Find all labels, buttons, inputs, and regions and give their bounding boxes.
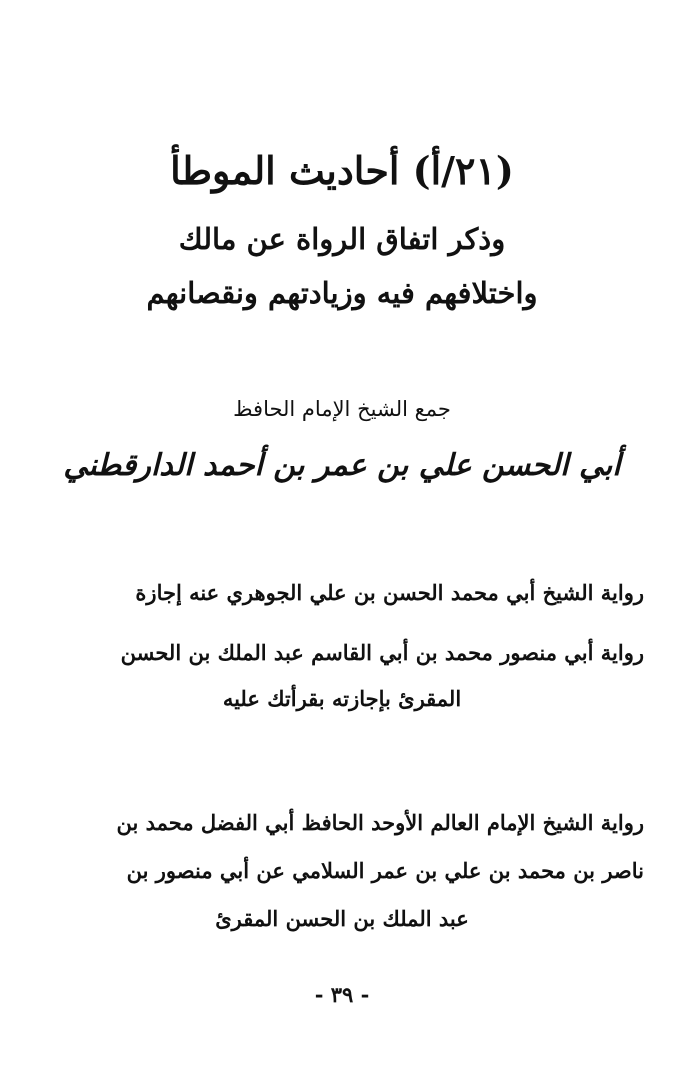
book-subtitle-line-1: وذكر اتفاق الرواة عن مالك — [178, 222, 506, 256]
riwaya-1-line-1: رواية الشيخ أبي محمد الحسن بن علي الجوهري عنه إجازة — [135, 580, 644, 605]
author-name: أبي الحسن علي بن عمر بن أحمد الدارقطني — [63, 448, 621, 483]
book-subtitle-line-2: واختلافهم فيه وزيادتهم ونقصانهم — [146, 276, 538, 310]
compiler-label: جمع الشيخ الإمام الحافظ — [233, 397, 451, 421]
book-title: (٢١/أ) أحاديث الموطأ — [170, 148, 514, 193]
riwaya-2-line-3: عبد الملك بن الحسن المقرئ — [215, 906, 469, 931]
riwaya-1-line-3: المقرئ بإجازته بقرأتك عليه — [222, 686, 462, 711]
riwaya-1-line-2: رواية أبي منصور محمد بن أبي القاسم عبد الملك بن الحسن — [120, 640, 644, 665]
riwaya-2-line-1: رواية الشيخ الإمام العالم الأوحد الحافظ أبي الفضل محمد بن — [116, 810, 644, 835]
page-number: - ٣٩ - — [314, 982, 370, 1007]
riwaya-2-line-2: ناصر بن محمد بن علي بن عمر السلامي عن أبي منصور بن — [126, 858, 644, 883]
